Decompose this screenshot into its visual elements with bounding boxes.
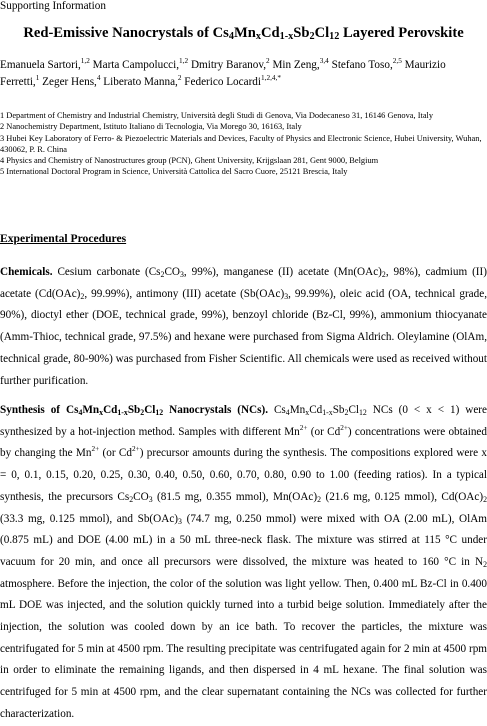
- title-sub: 12: [329, 31, 340, 42]
- affiliation: 2 Nanochemistry Department, Istituto Italiano di Tecnologia, Via Morego 30, 16163, Italy: [0, 122, 302, 132]
- affiliation: 3 Hubei Key Laboratory of Ferro- & Piezoelectric Materials and Devices, Faculty of Physics and Electronic Science, Hubei University, Wuhan, 430062, P. R. China: [0, 133, 482, 154]
- author-affiliation-mark: 1,2: [179, 57, 189, 65]
- subscript: 2: [483, 494, 487, 504]
- author-affiliation-mark: 2,5: [392, 57, 402, 65]
- paragraph-text: (81.5 mg, 0.355 mmol), Mn(OAc): [152, 490, 318, 503]
- subscript: 2: [129, 494, 134, 504]
- subscript: 4: [285, 408, 290, 417]
- chemicals-paragraph: [0, 262, 487, 392]
- paragraph-text: , 98%), cadmium (II) acetate (Cd(OAc): [0, 266, 487, 300]
- title-text: Cd: [260, 25, 280, 41]
- subscript: 2: [483, 559, 487, 569]
- subscript: 3: [148, 494, 153, 504]
- title-text: Layered Perovskite: [339, 25, 464, 41]
- author: Min Zeng,: [269, 59, 320, 71]
- paragraph-text: ) concentrations were obtained by changing the Mn: [0, 425, 487, 460]
- paragraph-text: CO: [164, 266, 180, 278]
- synthesis-paragraph: [0, 400, 487, 726]
- superscript: 2+: [91, 445, 100, 454]
- subscript: 12: [359, 408, 367, 417]
- author-affiliation-mark: 3,4: [319, 57, 329, 65]
- title-sub: x: [255, 31, 261, 42]
- paragraph-text: , 99.99%), antimony (III) acetate (Sb(OAc): [84, 287, 285, 300]
- subscript: 2: [317, 494, 322, 504]
- paragraph-text: ) precursor amounts during the synthesis. The compositions explored were x = 0, 0.1, 0.15, 0.20, 0.25, 0.30, 0.40, 0.50, 0.60, 0.70, 0.80, 0.90 to 1.00 (feeding ratios). In a typical synthesis, the precursors Cs: [0, 447, 487, 503]
- lead-text: Mn: [82, 404, 100, 416]
- lead-text: Synthesis of Cs: [0, 404, 79, 416]
- subscript: 12: [155, 408, 164, 417]
- author-affiliation-mark: 2: [177, 74, 182, 82]
- subscript: 3: [178, 516, 182, 526]
- lead-text: Cl: [144, 404, 156, 416]
- paragraph-text: , 99%), manganese (II) acetate (Mn(OAc): [183, 266, 382, 278]
- subscript: 4: [78, 408, 83, 417]
- formula-text: Sb: [332, 404, 345, 416]
- section-heading: Experimental Procedures: [0, 232, 127, 245]
- superscript: 2+: [340, 423, 348, 432]
- paragraph-lead: [0, 404, 268, 416]
- subscript: 3: [180, 270, 184, 279]
- author: Federico Locardi: [181, 76, 262, 88]
- subscript: 2: [80, 291, 85, 301]
- title-text: Cl: [314, 25, 330, 41]
- paragraph-text: atmosphere. Before the injection, the color of the solution was light yellow. Then, 0.400 mL Bz-Cl in 0.400 mL DOE was injected, and the solution quickly turned into a turbid beige solution. Immediately after the injection, the solution was cooled down by an ice bath. To recover the particles, the mixture was centrifugated for 5 min at 4500 rpm. The resulting precipitate was centrifugated again for 2 min at 4500 rpm in order to eliminate the remaining ligands, and then dispersed in 4 mL hexane. The final solution was centrifuged for 5 min at 4500 rpm, and the clear supernatant containing the NCs was collected for further characterization.: [0, 577, 487, 720]
- subscript: 3: [284, 291, 289, 301]
- superscript: 2+: [299, 423, 308, 432]
- lead-text: Sb: [127, 404, 141, 416]
- author: Zeger Hens,: [39, 76, 97, 88]
- subscript: 2: [160, 270, 165, 279]
- title-sub: 4: [228, 31, 234, 42]
- paragraph-text: CO: [133, 490, 149, 503]
- subscript: 2: [344, 408, 349, 417]
- author-affiliation-mark: 2: [266, 57, 270, 65]
- subscript: 2: [140, 408, 145, 417]
- superscript: 2+: [131, 445, 140, 454]
- author: Marta Campolucci,: [89, 59, 180, 71]
- subscript: 1-x: [117, 408, 128, 417]
- affiliation: 1 Department of Chemistry and Industrial Chemistry, Università degli Studi di Genova, Via Dodecaneso 31, 16146 Genova, Italy: [0, 111, 434, 120]
- formula-inline: $Cs_4Mn_xCd_{1-x}Sb_2Cl_{12}$: [273, 404, 367, 417]
- author-affiliation-mark: 4: [96, 74, 101, 82]
- affiliation-list: [0, 110, 487, 178]
- subscript: x: [99, 408, 104, 417]
- paragraph-text: (21.6 mg, 0.125 mmol), Cd(OAc): [321, 490, 484, 503]
- paragraph-text: (74.7 mg, 0.250 mmol) were mixed with OA (2.00 mL), OlAm (0.875 mL) and DOE (4.00 mL) in a 50 mL three-neck flask. The mixture was stirred at 115 °C under vacuum for 20 min, and once all precursors were dissolved, the mixture was heated to 160 °C in N: [0, 512, 487, 568]
- author-list: [0, 57, 487, 91]
- paragraph-text: (33.3 mg, 0.125 mmol), and Sb(OAc): [0, 512, 179, 525]
- title-text: Red-Emissive Nanocrystals of Cs: [23, 25, 229, 41]
- paragraph-text: , 99.99%), oleic acid (OA, technical grade, 90%), dioctyl ether (DOE, technical grade, 99%), benzoyl chloride (Bz-Cl, 99%), ammonium thiocyanate (Amm-Thioc, technical grade, 97.5%) and hexane were purchased from Sigma Aldrich. Oleylamine (OlAm, technical grade, 80-90%) was purchased from Fisher Scientific. All chemicals were used as received without further purification.: [0, 287, 487, 387]
- formula-text: Cd: [309, 404, 323, 416]
- title-sub: 1-x: [279, 31, 294, 42]
- paragraph-text: (or Cd: [307, 425, 341, 438]
- affiliation: 4 Physics and Chemistry of Nanostructures group (PCN), Ghent University, Krijgslaan 281, Gent 9000, Belgium: [0, 156, 379, 166]
- paragraph-text: Cesium carbonate (Cs: [52, 266, 161, 278]
- paragraph-lead: Chemicals.: [0, 266, 53, 278]
- title-text: Sb: [293, 25, 310, 41]
- author: Dmitry Baranov,: [188, 59, 267, 71]
- subscript: 2: [381, 270, 386, 279]
- author-affiliation-mark: 1: [35, 74, 40, 82]
- author: Emanuela Sartori,: [0, 59, 81, 71]
- title-sub: 2: [309, 31, 315, 42]
- formula-text: Cl: [348, 404, 360, 416]
- subscript: x: [305, 408, 310, 417]
- subscript: 1-x: [322, 408, 333, 417]
- supporting-information-label: Supporting Information: [0, 0, 106, 12]
- author: Maurizio Ferretti,: [0, 59, 446, 88]
- paragraph-text: NCs (0 < x < 1) were synthesized by a hot-injection method. Samples with different Mn: [0, 404, 487, 438]
- author-affiliation-mark: 1,2: [80, 57, 90, 65]
- formula-text: Mn: [289, 404, 306, 416]
- affiliation: 5 International Doctoral Program in Science, Università Cattolica del Sacro Cuore, 25121 Brescia, Italy: [0, 167, 348, 177]
- paper-title: [0, 24, 487, 42]
- lead-text: Nanocrystals (NCs).: [163, 404, 269, 416]
- title-text: Mn: [233, 25, 256, 41]
- author-affiliation-mark: 1,2,4,*: [261, 74, 281, 82]
- paragraph-text: (or Cd: [99, 447, 132, 460]
- lead-text: Cd: [103, 404, 118, 416]
- author: Stefano Toso,: [328, 59, 393, 71]
- author: Liberato Manna,: [100, 76, 178, 88]
